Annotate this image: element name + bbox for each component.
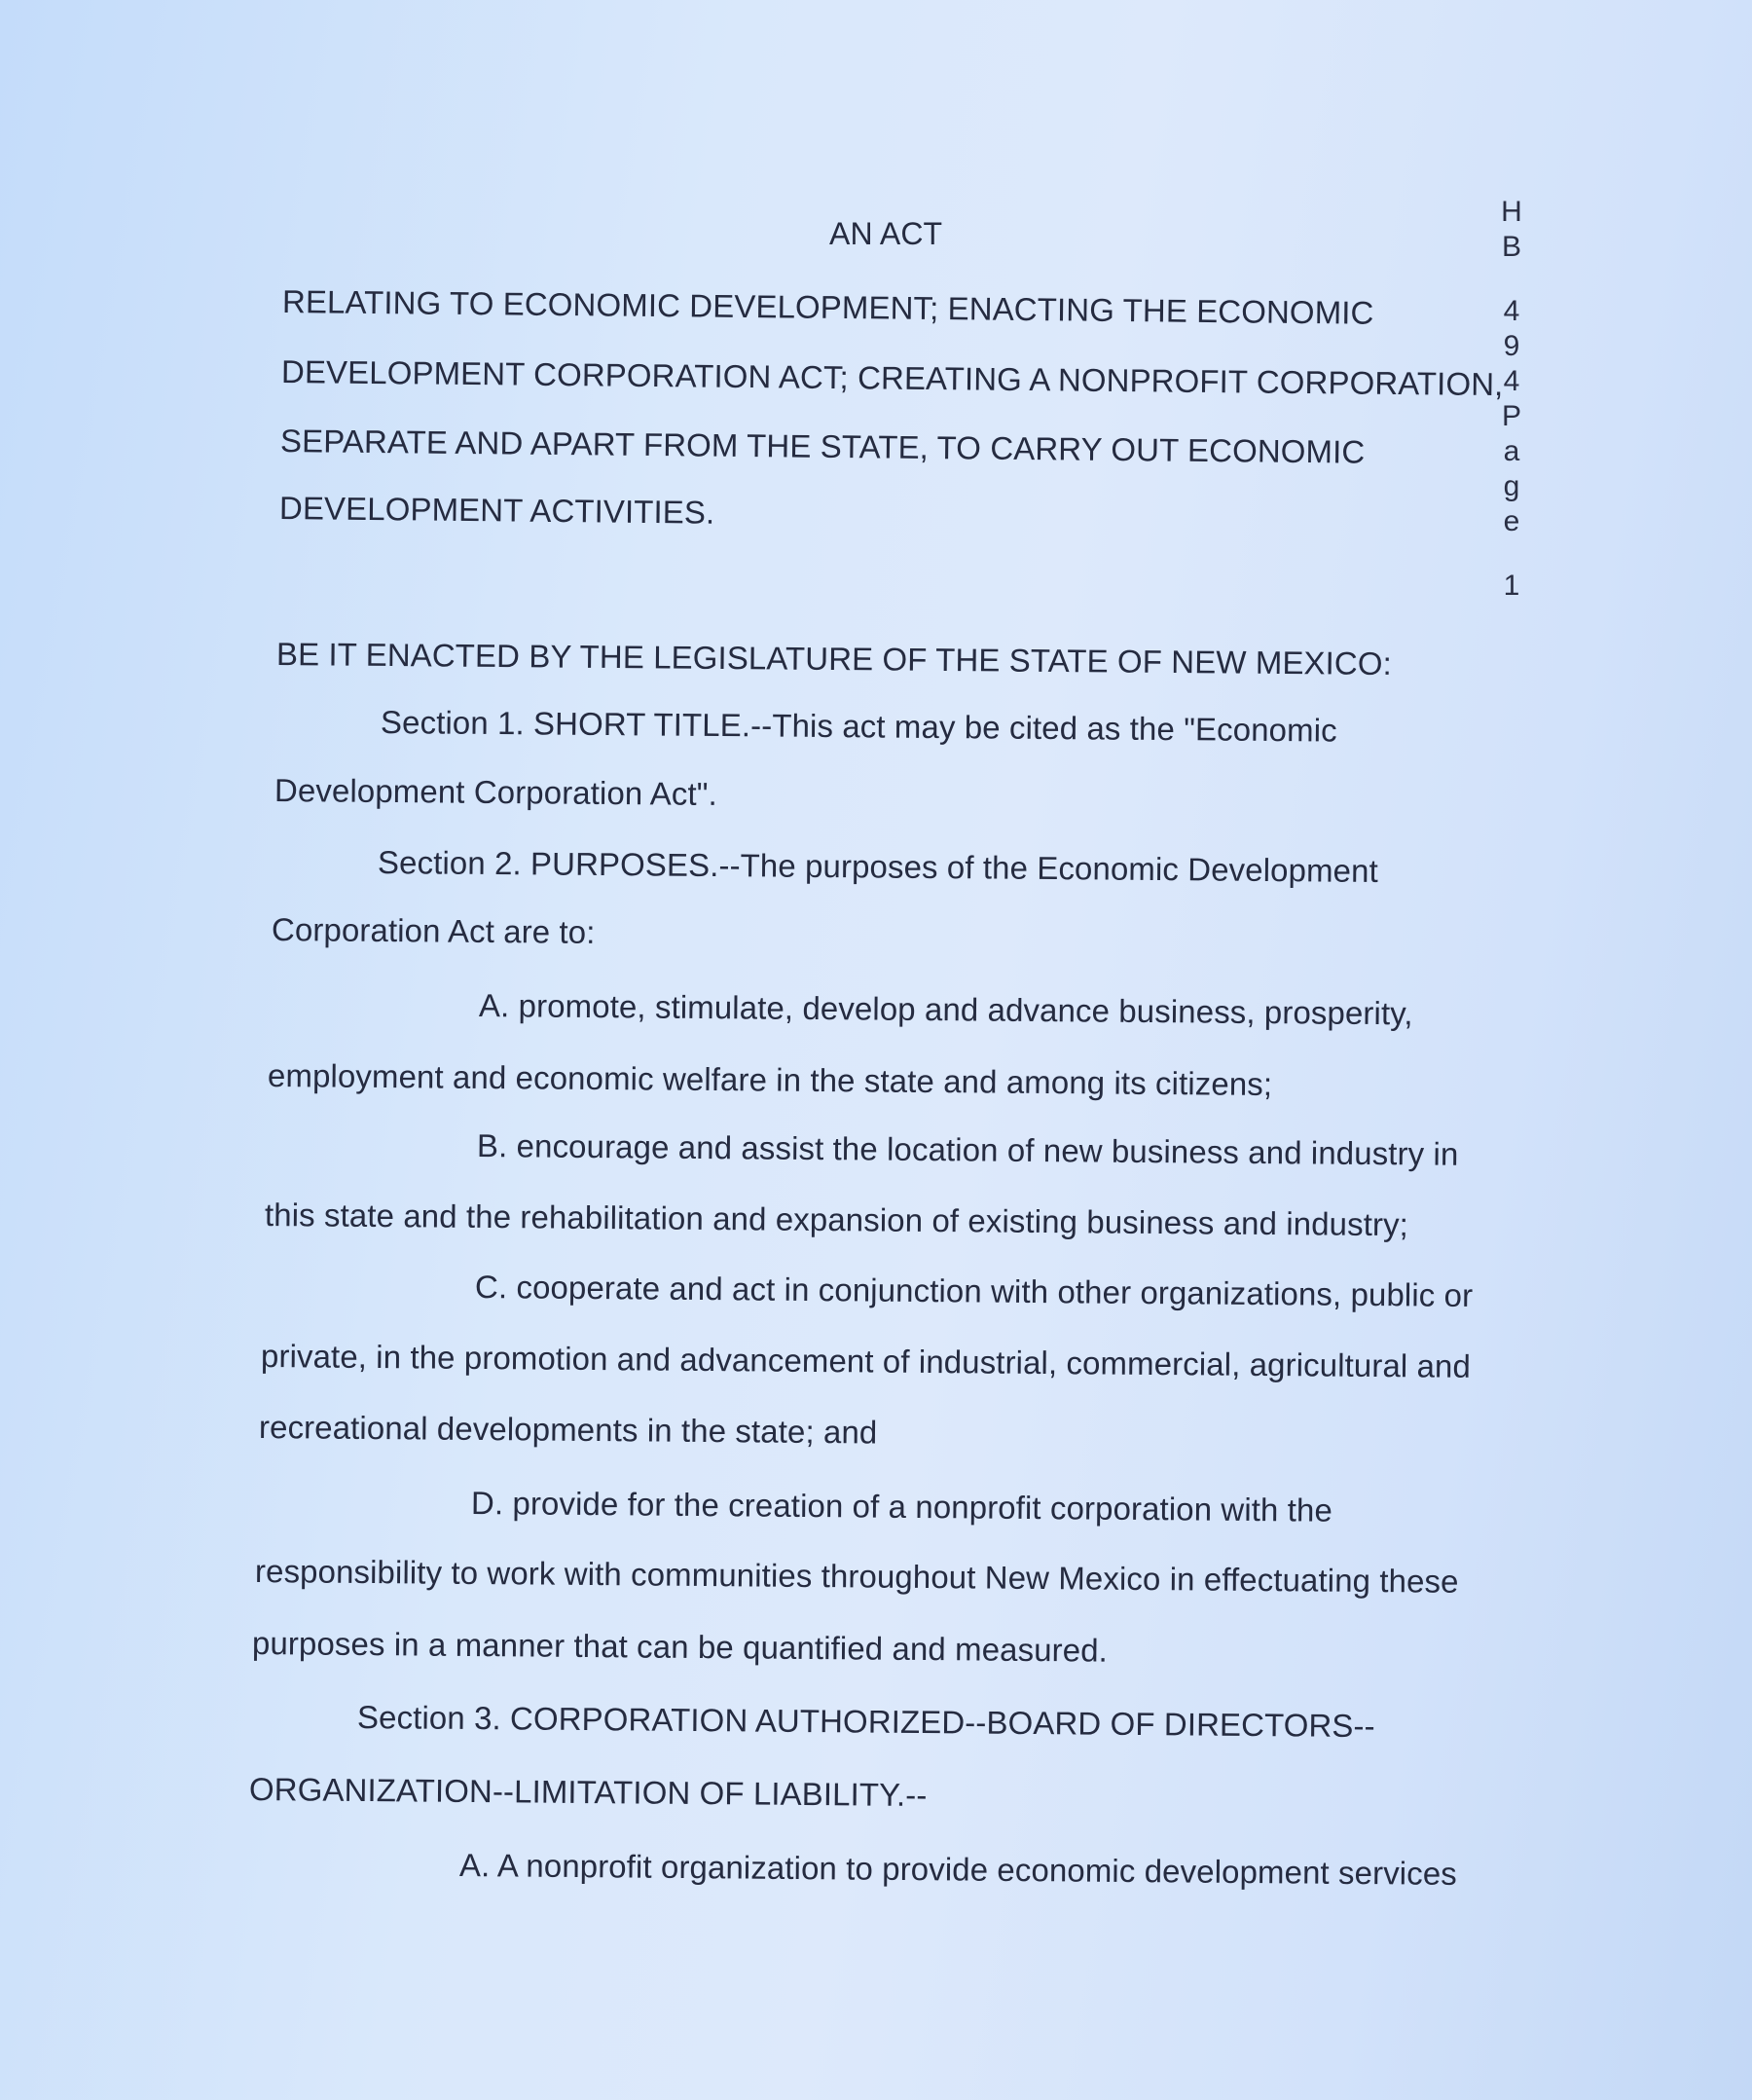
purpose-c: C. cooperate and act in conjunction with other organizations, public or bbox=[474, 1269, 1474, 1313]
page-word-letter: a bbox=[1503, 435, 1520, 467]
bill-number-digit: 4 bbox=[1503, 295, 1520, 327]
spacer bbox=[1497, 265, 1526, 294]
purpose-c-text: private, in the promotion and advancement of industrial, commercial, agricultural and bbox=[260, 1338, 1472, 1384]
section-3-heading: Section 3. CORPORATION AUTHORIZED--BOARD OF DIRECTORS-- bbox=[356, 1699, 1375, 1745]
purpose-d-text: responsibility to work with communities throughout New Mexico in effectuating these bbox=[254, 1553, 1459, 1600]
section-3-a: A. A nonprofit organization to provide economic development services bbox=[458, 1847, 1458, 1892]
act-title: AN ACT bbox=[829, 216, 943, 251]
page-word-letter: g bbox=[1503, 470, 1520, 502]
page-number: 1 bbox=[1503, 570, 1520, 602]
purpose-a: A. promote, stimulate, develop and advance business, prosperity, bbox=[478, 987, 1413, 1032]
section-2-heading: Section 2. PURPOSES.--The purposes of the Economic Development bbox=[377, 844, 1378, 889]
subject-line: RELATING TO ECONOMIC DEVELOPMENT; ENACTING THE ECONOMIC bbox=[281, 283, 1374, 331]
bill-page-margin-label bbox=[1497, 195, 1526, 604]
purpose-c-text: recreational developments in the state; and bbox=[258, 1409, 878, 1451]
bill-letter: H bbox=[1501, 196, 1522, 228]
section-1-heading: Section 1. SHORT TITLE.--This act may be cited as the "Economic bbox=[380, 704, 1337, 749]
bill-letter: B bbox=[1501, 231, 1521, 263]
purpose-d: D. provide for the creation of a nonprofit corporation with the bbox=[470, 1485, 1333, 1529]
purpose-d-text: purposes in a manner that can be quantified and measured. bbox=[251, 1625, 1109, 1669]
enacting-clause: BE IT ENACTED BY THE LEGISLATURE OF THE STATE OF NEW MEXICO: bbox=[275, 636, 1393, 682]
spacer bbox=[1497, 539, 1526, 569]
purpose-a-text: employment and economic welfare in the state and among its citizens; bbox=[267, 1057, 1273, 1103]
purpose-b: B. encourage and assist the location of new business and industry in bbox=[476, 1127, 1459, 1172]
page-word-letter: P bbox=[1501, 400, 1521, 432]
purpose-b-text: this state and the rehabilitation and expansion of existing business and industry; bbox=[264, 1197, 1409, 1243]
subject-line: SEPARATE AND APART FROM THE STATE, TO CARRY OUT ECONOMIC bbox=[279, 423, 1366, 470]
bill-number-digit: 4 bbox=[1503, 365, 1520, 397]
section-2-text: Corporation Act are to: bbox=[271, 911, 596, 950]
subject-line: DEVELOPMENT ACTIVITIES. bbox=[278, 490, 715, 531]
bill-number-digit: 9 bbox=[1503, 330, 1520, 362]
section-1-text: Development Corporation Act". bbox=[274, 772, 718, 812]
section-3-heading: ORGANIZATION--LIMITATION OF LIABILITY.-- bbox=[248, 1771, 928, 1814]
page-word-letter: e bbox=[1503, 505, 1520, 537]
subject-line: DEVELOPMENT CORPORATION ACT; CREATING A NONPROFIT CORPORATION, bbox=[280, 353, 1504, 403]
